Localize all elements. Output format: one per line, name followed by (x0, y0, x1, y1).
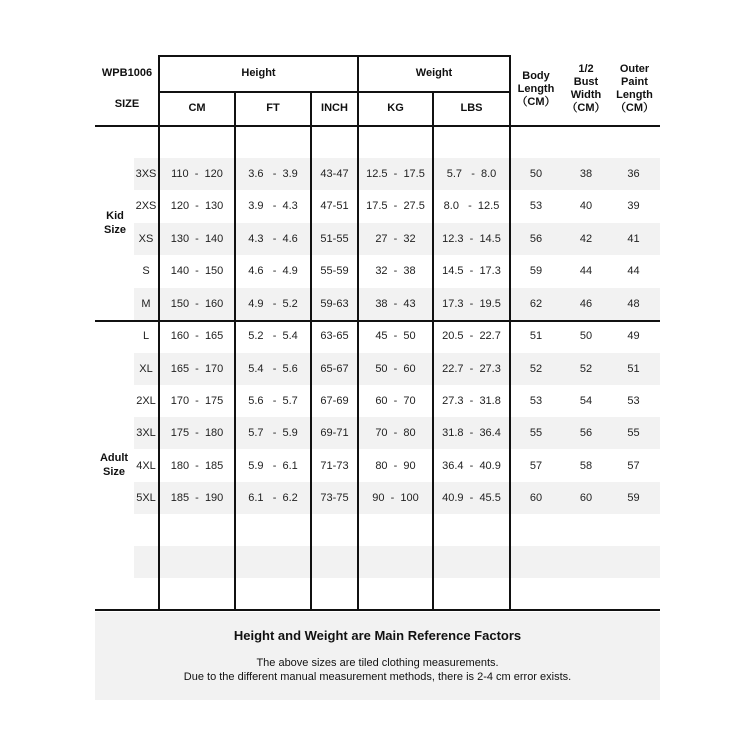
cell-size: XS (138, 233, 154, 245)
header-mid-rule (159, 91, 510, 93)
table-bottom-rule (95, 609, 660, 611)
adult-size-label-line: Size (102, 466, 125, 478)
cell-kg: 17.5 - 27.5 (366, 200, 425, 212)
cell-lbs: 17.3 - 19.5 (442, 298, 501, 310)
cell-kg: 12.5 - 17.5 (366, 168, 425, 180)
cell-cm: 150 - 160 (170, 298, 224, 310)
cell-inch: 73-75 (320, 492, 349, 504)
cell-inch: 59-63 (320, 298, 349, 310)
cell-cm: 160 - 165 (170, 330, 224, 342)
outer-paint-header-line: Paint (621, 76, 648, 88)
cell-lbs: 14.5 - 17.3 (442, 265, 501, 277)
cell-inch: 71-73 (320, 460, 349, 472)
cell-bust: 38 (579, 168, 593, 180)
kid-size-label-line: Kid (106, 210, 124, 222)
cell-kg: 70 - 80 (375, 427, 416, 439)
cell-bust: 60 (579, 492, 593, 504)
cell-cm: 165 - 170 (170, 363, 224, 375)
cell-outer: 51 (627, 363, 640, 375)
cell-kg: 27 - 32 (375, 233, 416, 245)
cell-outer: 49 (627, 330, 640, 342)
cell-outer: 36 (627, 168, 640, 180)
outer-paint-header-line: （CM） (614, 102, 655, 114)
body-length-header-line: Body (522, 70, 550, 82)
adult-size-label-line: Adult (99, 452, 129, 464)
cell-lbs: 40.9 - 45.5 (442, 492, 501, 504)
col-divider (158, 55, 160, 611)
cell-body: 57 (529, 460, 543, 472)
cell-size: S (142, 265, 150, 277)
cell-body: 53 (529, 395, 543, 407)
cell-inch: 51-55 (320, 233, 349, 245)
cm-header: CM (188, 102, 206, 114)
cell-body: 60 (529, 492, 543, 504)
cell-kg: 45 - 50 (375, 330, 416, 342)
cell-kg: 38 - 43 (375, 298, 416, 310)
header-top-rule (159, 55, 510, 57)
cell-body: 53 (529, 200, 543, 212)
half-bust-header-line: 1/2 (578, 63, 594, 75)
cell-lbs: 31.8 - 36.4 (442, 427, 501, 439)
cell-ft: 4.6 - 4.9 (248, 265, 298, 277)
cell-bust: 42 (579, 233, 593, 245)
cell-bust: 58 (579, 460, 593, 472)
cell-ft: 5.9 - 6.1 (248, 460, 298, 472)
cell-bust: 40 (579, 200, 593, 212)
cell-lbs: 22.7 - 27.3 (442, 363, 501, 375)
outer-paint-length-header (607, 63, 662, 115)
col-divider (432, 91, 434, 611)
header-bottom-rule (95, 125, 660, 127)
cell-cm: 110 - 120 (171, 168, 223, 180)
ft-header: FT (266, 102, 280, 114)
cell-kg: 32 - 38 (375, 265, 416, 277)
outer-paint-header-line: Outer (619, 63, 650, 75)
cell-ft: 4.9 - 5.2 (248, 298, 298, 310)
footer-line-2: Due to the different manual measurement methods, there is 2-4 cm error exists. (183, 671, 572, 683)
kid-size-label (97, 209, 133, 237)
cell-cm: 130 - 140 (170, 233, 224, 245)
half-bust-header-line: Width (570, 89, 602, 101)
cell-lbs: 5.7 - 8.0 (446, 168, 497, 180)
col-divider (357, 55, 359, 611)
col-divider (509, 55, 511, 611)
cell-outer: 48 (627, 298, 640, 310)
cell-ft: 4.3 - 4.6 (248, 233, 298, 245)
cell-cm: 120 - 130 (170, 200, 224, 212)
cell-size: 5XL (136, 492, 156, 504)
cell-cm: 180 - 185 (170, 460, 224, 472)
cell-ft: 3.6 - 3.9 (248, 168, 298, 180)
cell-bust: 52 (579, 363, 593, 375)
cell-inch: 67-69 (320, 395, 349, 407)
col-divider (310, 91, 312, 611)
cell-inch: 69-71 (320, 427, 349, 439)
cell-size: 4XL (136, 460, 156, 472)
outer-paint-header-line: Length (616, 89, 653, 101)
col-divider (234, 91, 236, 611)
cell-bust: 54 (579, 395, 593, 407)
cell-outer: 39 (627, 200, 640, 212)
cell-bust: 46 (579, 298, 593, 310)
cell-kg: 50 - 60 (375, 363, 416, 375)
cell-kg: 90 - 100 (372, 492, 419, 504)
cell-body: 51 (529, 330, 543, 342)
cell-outer: 44 (627, 265, 640, 277)
lbs-header: LBS (460, 102, 483, 114)
cell-lbs: 8.0 - 12.5 (443, 200, 500, 212)
cell-inch: 55-59 (320, 265, 349, 277)
cell-ft: 5.4 - 5.6 (248, 363, 298, 375)
cell-body: 55 (529, 427, 543, 439)
cell-body: 59 (529, 265, 543, 277)
cell-outer: 57 (627, 460, 640, 472)
half-bust-header-line: Bust (573, 76, 599, 88)
cell-ft: 6.1 - 6.2 (248, 492, 298, 504)
height-group-header: Height (241, 67, 276, 79)
cell-size: 2XL (136, 395, 156, 407)
kg-header: KG (387, 102, 404, 114)
cell-cm: 170 - 175 (170, 395, 224, 407)
cell-size: 2XS (135, 200, 157, 212)
cell-ft: 5.6 - 5.7 (248, 395, 298, 407)
half-bust-width-header (562, 63, 610, 115)
cell-inch: 43-47 (320, 168, 349, 180)
footer-note (95, 612, 660, 700)
cell-kg: 60 - 70 (375, 395, 416, 407)
half-bust-header-line: （CM） (566, 102, 606, 114)
cell-ft: 3.9 - 4.3 (248, 200, 298, 212)
cell-outer: 53 (627, 395, 640, 407)
row-stripe (134, 546, 660, 578)
cell-size: L (142, 330, 150, 342)
cell-lbs: 20.5 - 22.7 (442, 330, 501, 342)
cell-outer: 59 (627, 492, 640, 504)
size-header: SIZE (114, 98, 140, 110)
cell-body: 50 (529, 168, 543, 180)
cell-ft: 5.7 - 5.9 (248, 427, 298, 439)
cell-lbs: 36.4 - 40.9 (442, 460, 501, 472)
cell-bust: 56 (579, 427, 593, 439)
body-length-header (510, 70, 562, 109)
cell-kg: 80 - 90 (375, 460, 416, 472)
inch-header: INCH (321, 102, 348, 114)
cell-cm: 175 - 180 (170, 427, 224, 439)
cell-size: 3XL (136, 427, 156, 439)
adult-size-label (95, 451, 133, 479)
cell-lbs: 12.3 - 14.5 (442, 233, 501, 245)
cell-size: XL (139, 363, 153, 375)
cell-outer: 41 (627, 233, 640, 245)
cell-inch: 47-51 (320, 200, 349, 212)
cell-cm: 185 - 190 (170, 492, 224, 504)
cell-size: 3XS (135, 168, 157, 180)
weight-group-header: Weight (415, 67, 453, 79)
cell-inch: 63-65 (320, 330, 349, 342)
body-length-header-line: （CM） (516, 96, 556, 108)
cell-body: 62 (529, 298, 543, 310)
kid-adult-separator (95, 320, 660, 322)
cell-body: 52 (529, 363, 543, 375)
model-code: WPB1006 (101, 67, 153, 79)
cell-body: 56 (529, 233, 543, 245)
footer-title: Height and Weight are Main Reference Factors (233, 628, 522, 643)
cell-lbs: 27.3 - 31.8 (442, 395, 501, 407)
cell-bust: 50 (579, 330, 593, 342)
cell-cm: 140 - 150 (170, 265, 224, 277)
footer-line-1: The above sizes are tiled clothing measurements. (256, 657, 499, 669)
cell-ft: 5.2 - 5.4 (248, 330, 298, 342)
cell-bust: 44 (579, 265, 593, 277)
cell-inch: 65-67 (320, 363, 349, 375)
cell-size: M (141, 298, 151, 310)
kid-size-label-line: Size (103, 224, 126, 236)
cell-outer: 55 (627, 427, 640, 439)
body-length-header-line: Length (517, 83, 555, 95)
